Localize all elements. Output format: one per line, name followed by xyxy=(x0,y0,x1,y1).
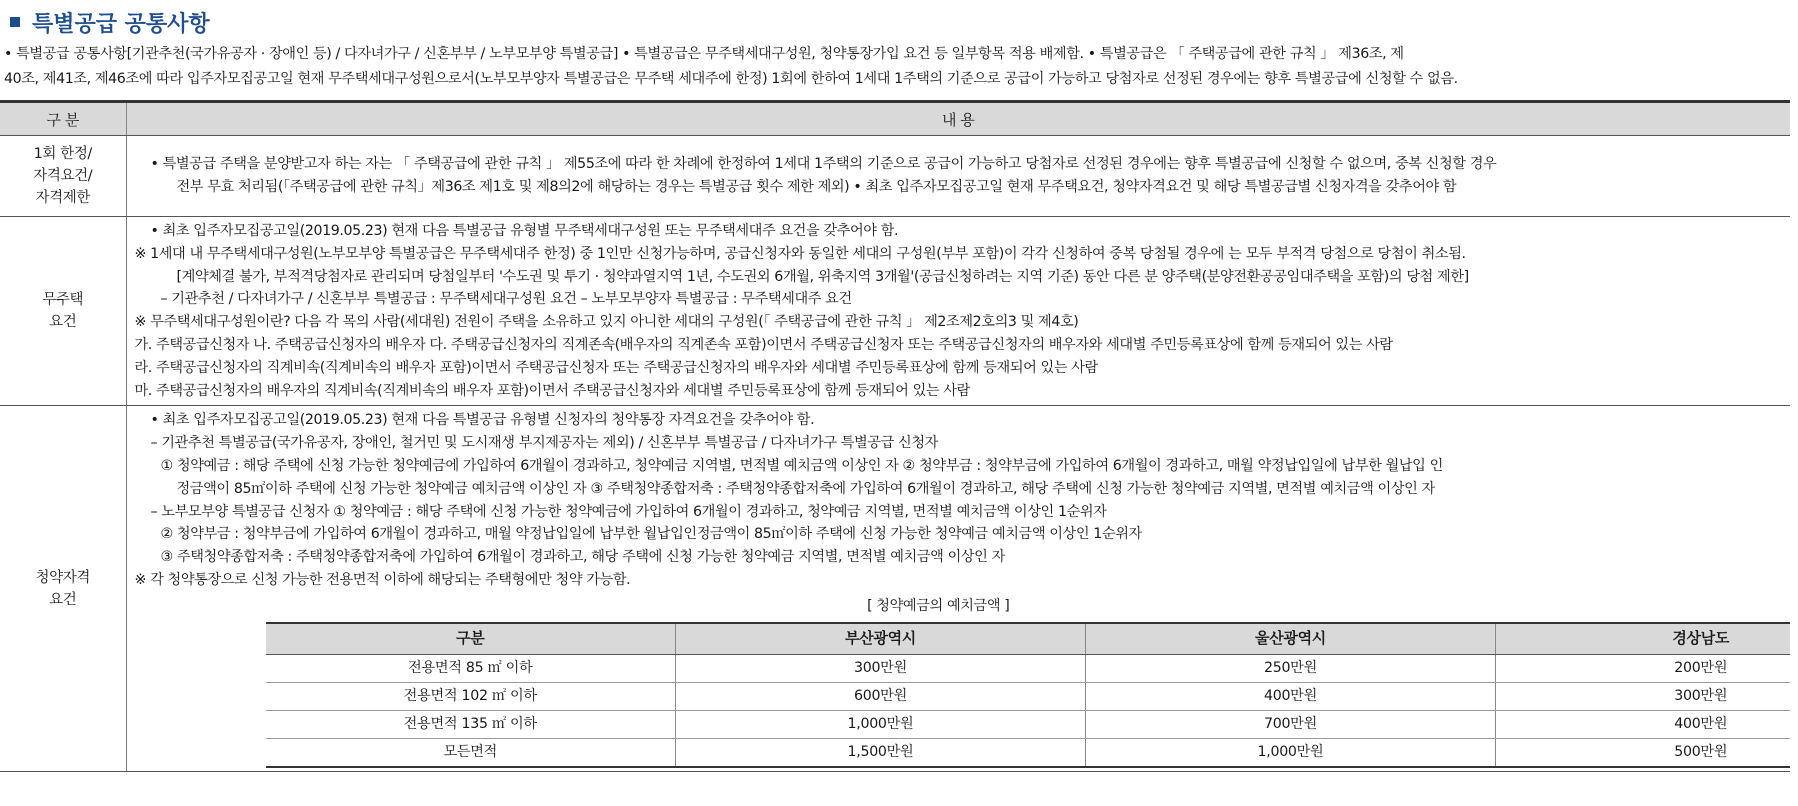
table-cell: 400만원 xyxy=(1086,682,1496,710)
row-subscription-requirement xyxy=(0,406,1790,771)
table-row xyxy=(266,654,1791,682)
deposit-header-row xyxy=(266,623,1791,655)
row-no-house-requirement xyxy=(0,217,1790,406)
intro-line: 40조, 제41조, 제46조에 따라 입주자모집공고일 현재 무주택세대구성원으로서(노부모부양자 특별공급은 무주택 세대주에 한정) 1회에 한하여 1세대 1주택의 기준으로 공급이 가능하고 당첨자로 선정된 경우에는 향후 특별공급에 신청할 수 없음. xyxy=(4,71,1458,87)
row-label-line: 청약자격 xyxy=(35,569,90,586)
deposit-amount-table xyxy=(266,622,1791,768)
table-row xyxy=(266,738,1791,767)
table-header-row xyxy=(0,102,1790,136)
table-cell: 전용면적 102 ㎡ 이하 xyxy=(266,682,676,710)
table-cell: 1,000만원 xyxy=(676,710,1086,738)
table-cell: 1,000만원 xyxy=(1086,738,1496,767)
content-line: ※ 1세대 내 무주택세대구성원(노부모부양 특별공급은 무주택세대주 한정) 중 1인만 신청가능하며, 공급신청자와 동일한 세대의 구성원(부부 포함)이 각각 신청하여 중복 당첨될 경우에 는 모두 부적격 당첨으로 당첨이 취소됨. xyxy=(134,245,1466,262)
deposit-header-cell: 울산광역시 xyxy=(1086,623,1496,655)
table-cell: 전용면적 85 ㎡ 이하 xyxy=(266,654,676,682)
table-cell: 300만원 xyxy=(1496,682,1791,710)
table-cell: 600만원 xyxy=(676,682,1086,710)
content-line: ※ 각 청약통장으로 신청 가능한 전용면적 이하에 해당되는 주택형에만 청약 가능함. xyxy=(134,571,631,588)
content-line: ② 청약부금 : 청약부금에 가입하여 6개월이 경과하고, 매월 약정납입일에 납부한 월납입인정금액이 85㎡이하 주택에 신청 가능한 청약예금 예치금액 이상인 1순위자 xyxy=(160,526,1142,543)
table-cell: 전용면적 135 ㎡ 이하 xyxy=(266,710,676,738)
content-line: • 최초 입주자모집공고일(2019.05.23) 현재 다음 특별공급 유형별 무주택세대구성원 또는 무주택세대주 요건을 갖추어야 함. xyxy=(150,223,899,239)
row-label xyxy=(0,217,126,406)
content-line: • 최초 입주자모집공고일(2019.05.23) 현재 다음 특별공급 유형별 신청자의 청약통장 자격요건을 갖추어야 함. xyxy=(150,412,815,429)
content-line: ※ 무주택세대구성원이란? 다음 각 목의 사람(세대원) 전원이 주택을 소유하고 있지 아니한 세대의 구성원(「 주택공급에 관한 규칙 」 제2조제2호의3 및 제4호) xyxy=(134,314,1079,331)
table-cell: 200만원 xyxy=(1496,654,1791,682)
row-content xyxy=(126,406,1790,771)
table-cell: 500만원 xyxy=(1496,738,1791,767)
row-label xyxy=(0,406,126,771)
table-cell: 300만원 xyxy=(676,654,1086,682)
content-line: 마. 주택공급신청자의 배우자의 직계비속(직계비속의 배우자 포함)이면서 주택공급신청자와 세대별 주민등록표상에 함께 등재되어 있는 사람 xyxy=(134,382,970,399)
table-cell: 400만원 xyxy=(1496,710,1791,738)
content-line: 전부 무효 처리됨(「주택공급에 관한 규칙」제36조 제1호 및 제8의2에 해당하는 경우는 특별공급 횟수 제한 제외) • 최초 입주자모집공고일 현재 무주택요건, 청약자격요건 및 해당 특별공급별 신청자격을 갖추어야 함 xyxy=(176,179,1457,195)
content-line: ③ 주택청약종합저축 : 주택청약종합저축에 가입하여 6개월이 경과하고, 해당 주택에 신청 가능한 청약예금 지역별, 면적별 예치금액 이상인 자 xyxy=(160,549,1005,566)
row-one-time-limit xyxy=(0,136,1790,217)
row-label-line: 무주택 xyxy=(42,292,84,309)
table-cell: 1,500만원 xyxy=(676,738,1086,767)
page-title xyxy=(4,6,210,38)
table-cell: 700만원 xyxy=(1086,710,1496,738)
table-cell: 250만원 xyxy=(1086,654,1496,682)
content-line: 가. 주택공급신청자 나. 주택공급신청자의 배우자 다. 주택공급신청자의 직계존속(배우자의 직계존속 포함)이면서 주택공급신청자 또는 주택공급신청자의 배우자와 세대별 주민등록표상에 함께 등재되어 있는 사람 xyxy=(134,336,1393,353)
intro-line: • 특별공급 공통사항[기관추천(국가유공자 · 장애인 등) / 다자녀가구 / 신혼부부 / 노부모부양 특별공급] • 특별공급은 무주택세대구성원, 청약통장가입 요건 등 일부항목 적용 배제함. • 특별공급은 「 주택공급에 관한 규칙 」 제36조, 제 xyxy=(4,46,1404,62)
content-line: 정금액이 85㎡이하 주택에 신청 가능한 청약예금 예치금액 이상인 자 ③ 주택청약종합저축 : 주택청약종합저축에 가입하여 6개월이 경과하고, 해당 주택에 신청 가능한 청약예금 지역별, 면적별 예치금액 이상인 자 xyxy=(176,480,1435,497)
deposit-header-cell: 경상남도 xyxy=(1496,623,1791,655)
header-category: 구 분 xyxy=(0,102,126,136)
content-line: – 기관추천 특별공급(국가유공자, 장애인, 철거민 및 도시재생 부지제공자는 제외) / 신혼부부 특별공급 / 다자녀가구 특별공급 신청자 xyxy=(150,435,938,452)
deposit-header-cell: 구분 xyxy=(266,623,676,655)
content-line: – 기관추천 / 다자녀가구 / 신혼부부 특별공급 : 무주택세대구성원 요건 – 노부모부양자 특별공급 : 무주택세대주 요건 xyxy=(160,291,852,308)
table-row xyxy=(266,710,1791,738)
row-label-line: 자격제한 xyxy=(35,190,90,206)
page-title-text: 특별공급 공통사항 xyxy=(32,11,210,37)
content-line: [계약체결 불가, 부적격당첨자로 관리되며 당첨일부터 '수도권 및 투기 · 청약과열지역 1년, 수도권외 6개월, 위축지역 3개월'(공급신청하려는 지역 기준) 동안 다른 분 양주택(분양전환공공임대주택을 포함)의 당첨 제한] xyxy=(176,268,1469,285)
row-label-line: 자격요건/ xyxy=(33,168,93,184)
row-content xyxy=(126,136,1790,217)
row-label-line: 요건 xyxy=(49,591,77,608)
content-line: – 노부모부양 특별공급 신청자 ① 청약예금 : 해당 주택에 신청 가능한 청약예금에 가입하여 6개월이 경과하고, 청약예금 지역별, 면적별 예치금액 이상인 1순위자 xyxy=(150,503,1107,520)
table-cell: 모든면적 xyxy=(266,738,676,767)
row-label-line: 요건 xyxy=(49,314,77,331)
intro-notes xyxy=(4,42,1794,92)
header-content: 내 용 xyxy=(126,102,1790,136)
content-line: ① 청약예금 : 해당 주택에 신청 가능한 청약예금에 가입하여 6개월이 경과하고, 청약예금 지역별, 면적별 예치금액 이상인 자 ② 청약부금 : 청약부금에 가입하여 6개월이 경과하고, 매월 약정납입일에 납부한 월납입 인 xyxy=(160,457,1443,474)
content-line: 라. 주택공급신청자의 직계비속(직계비속의 배우자 포함)이면서 주택공급신청자 또는 주택공급신청자의 배우자와 세대별 주민등록표상에 함께 등재되어 있는 사람 xyxy=(134,359,1098,376)
table-row xyxy=(266,682,1791,710)
content-line: • 특별공급 주택을 분양받고자 하는 자는 「 주택공급에 관한 규칙 」 제55조에 따라 한 차례에 한정하여 1세대 1주택의 기준으로 공급이 가능하고 당첨자로 선정된 경우에는 향후 특별공급에 신청할 수 없으며, 중복 신청할 경우 xyxy=(150,156,1497,173)
deposit-header-cell: 부산광역시 xyxy=(676,623,1086,655)
square-bullet-icon xyxy=(10,17,20,27)
row-content xyxy=(126,217,1790,406)
deposit-table-caption: [ 청약예금의 예치금액 ] xyxy=(867,597,1010,614)
row-label xyxy=(0,136,126,217)
common-matters-table xyxy=(0,100,1790,772)
row-label-line: 1회 한정/ xyxy=(33,146,92,162)
